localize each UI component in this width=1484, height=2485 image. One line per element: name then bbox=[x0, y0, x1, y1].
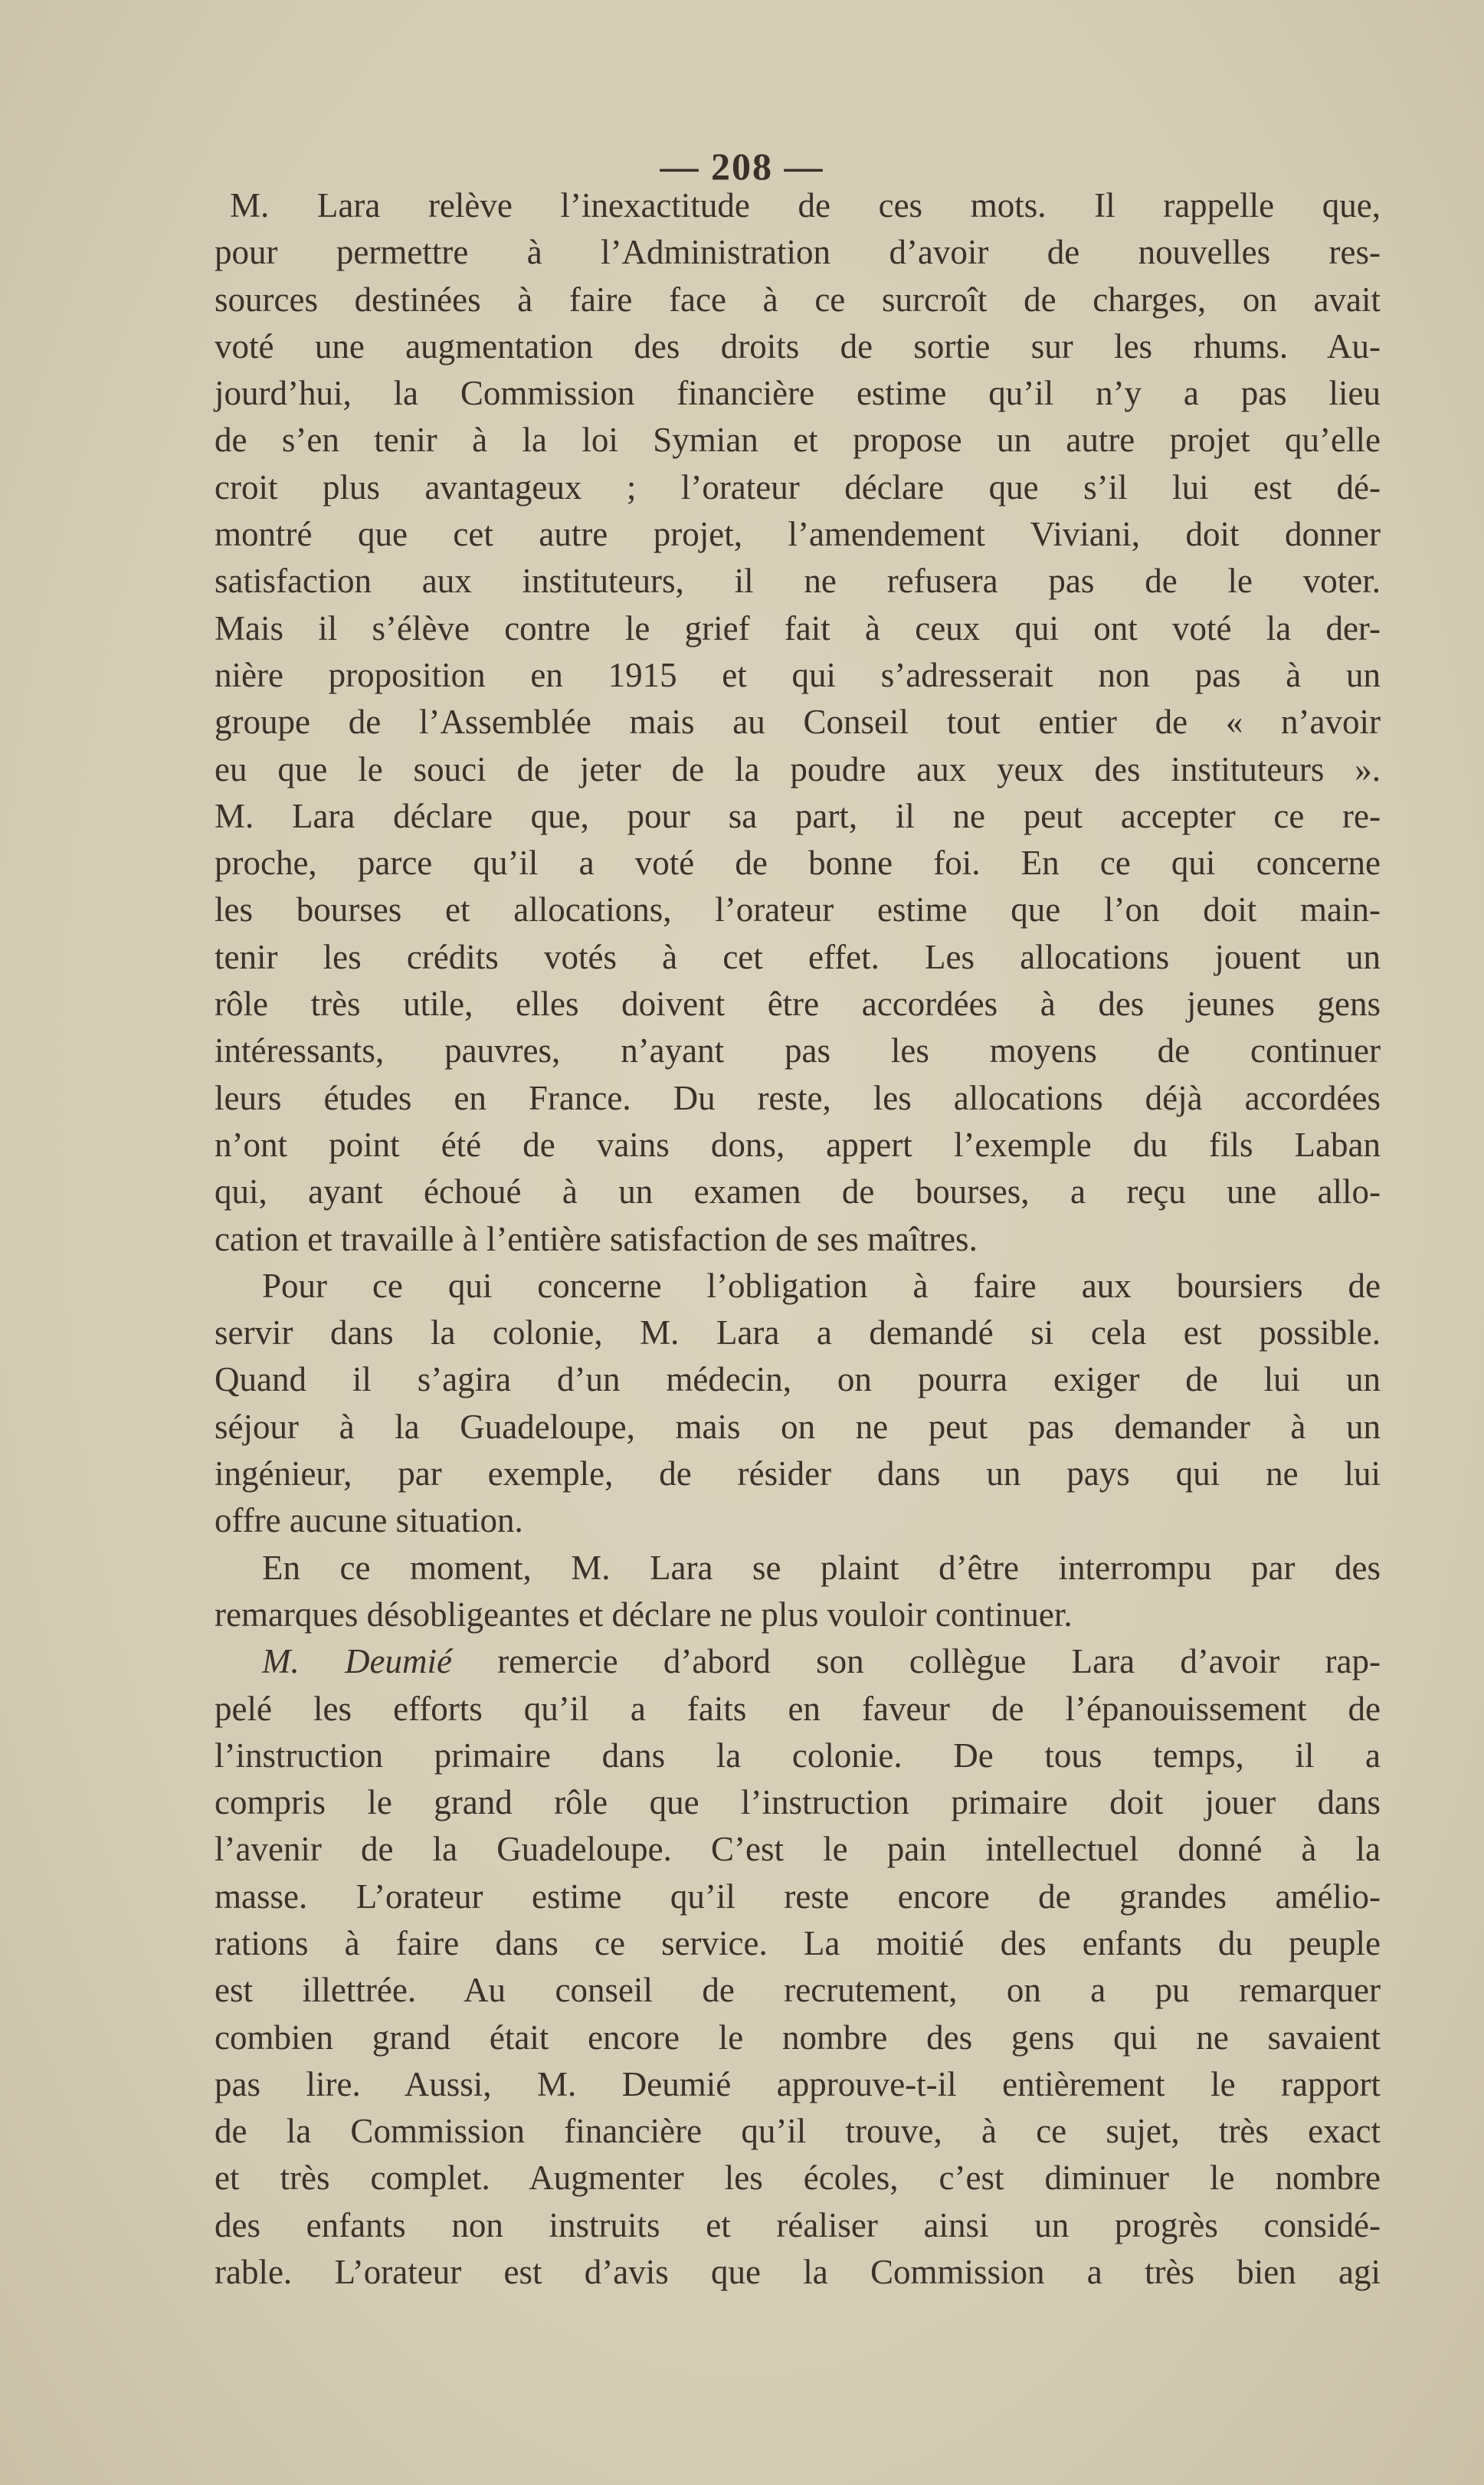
text-line: rations à faire dans ce service. La moitié des enfants du peuple bbox=[215, 1923, 1381, 1962]
text-line: l’instruction primaire dans la colonie. De tous temps, il a bbox=[215, 1736, 1381, 1775]
text-line: et très complet. Augmenter les écoles, c’est diminuer le nombre bbox=[215, 2159, 1381, 2198]
text-line: M. Lara relève l’inexactitude de ces mots. Il rappelle que, bbox=[230, 186, 1381, 225]
text-line: Pour ce qui concerne l’obligation à faire aux boursiers de bbox=[262, 1266, 1381, 1305]
text-line: cation et travaille à l’entière satisfaction de ses maîtres. bbox=[215, 1219, 978, 1258]
text-line: combien grand était encore le nombre des gens qui ne savaient bbox=[215, 2018, 1381, 2057]
text-line: l’avenir de la Guadeloupe. C’est le pain intellectuel donné à la bbox=[215, 1830, 1381, 1869]
text-line: pelé les efforts qu’il a faits en faveur de l’épanouissement de bbox=[215, 1689, 1381, 1728]
text-line: intéressants, pauvres, n’ayant pas les moyens de continuer bbox=[215, 1031, 1381, 1070]
text-line: eu que le souci de jeter de la poudre aux yeux des instituteurs ». bbox=[215, 749, 1381, 788]
text-line: servir dans la colonie, M. Lara a demandé si cela est possible. bbox=[215, 1313, 1381, 1352]
text-line: sources destinées à faire face à ce surcroît de charges, on avait bbox=[215, 280, 1381, 319]
text-line: est illettrée. Au conseil de recrutement, on a pu remarquer bbox=[215, 1971, 1381, 2010]
text-line: pour permettre à l’Administration d’avoir de nouvelles res- bbox=[215, 233, 1381, 272]
text-line: satisfaction aux instituteurs, il ne refusera pas de le voter. bbox=[215, 562, 1381, 601]
text-line: de s’en tenir à la loi Symian et propose un autre projet qu’elle bbox=[215, 421, 1381, 460]
speaker-name: M. Deumié bbox=[262, 1642, 452, 1681]
text-line: Quand il s’agira d’un médecin, on pourra exiger de lui un bbox=[215, 1360, 1381, 1399]
text-line: des enfants non instruits et réaliser ainsi un progrès considé- bbox=[215, 2205, 1381, 2244]
text-line: rôle très utile, elles doivent être accordées à des jeunes gens bbox=[215, 985, 1381, 1024]
text-line: leurs études en France. Du reste, les allocations déjà accordées bbox=[215, 1078, 1381, 1117]
paragraph bbox=[215, 182, 1381, 1263]
text-line: masse. L’orateur estime qu’il reste encore de grandes amélio- bbox=[215, 1877, 1381, 1916]
text-line: M. Lara déclare que, pour sa part, il ne peut accepter ce re- bbox=[215, 796, 1381, 835]
text-line: voté une augmentation des droits de sortie sur les rhums. Au- bbox=[215, 326, 1381, 366]
text-line: ingénieur, par exemple, de résider dans un pays qui ne lui bbox=[215, 1454, 1381, 1493]
text-line: remarques désobligeantes et déclare ne plus vouloir continuer. bbox=[215, 1595, 1073, 1634]
text-line: offre aucune situation. bbox=[215, 1501, 523, 1540]
text-line: En ce moment, M. Lara se plaint d’être interrompu par des bbox=[262, 1548, 1381, 1587]
line-text: remercie d’abord son collègue Lara d’avoir rap- bbox=[451, 1642, 1381, 1681]
text-line bbox=[215, 1638, 1381, 1685]
text-line: jourd’hui, la Commission financière estime qu’il n’y a pas lieu bbox=[215, 374, 1381, 413]
text-line: croit plus avantageux ; l’orateur déclare que s’il lui est dé- bbox=[215, 467, 1381, 507]
text-line: les bourses et allocations, l’orateur estime que l’on doit main- bbox=[215, 890, 1381, 929]
text-line: Mais il s’élève contre le grief fait à ceux qui ont voté la der- bbox=[215, 608, 1381, 647]
text-line: pas lire. Aussi, M. Deumié approuve-t-il entièrement le rapport bbox=[215, 2064, 1381, 2103]
text-line: de la Commission financière qu’il trouve, à ce sujet, très exact bbox=[215, 2112, 1381, 2151]
text-line: rable. L’orateur est d’avis que la Commission a très bien agi bbox=[215, 2253, 1381, 2292]
text-line: qui, ayant échoué à un examen de bourses, a reçu une allo- bbox=[215, 1172, 1381, 1211]
text-line: groupe de l’Assemblée mais au Conseil tout entier de « n’avoir bbox=[215, 703, 1381, 742]
text-line: montré que cet autre projet, l’amendement Viviani, doit donner bbox=[215, 515, 1381, 554]
paragraph bbox=[215, 1638, 1381, 2296]
text-line: tenir les crédits votés à cet effet. Les allocations jouent un bbox=[215, 937, 1381, 976]
paragraph bbox=[215, 1263, 1381, 1545]
body-text bbox=[215, 182, 1381, 2296]
paragraph bbox=[215, 1545, 1381, 1639]
text-line: séjour à la Guadeloupe, mais on ne peut pas demander à un bbox=[215, 1407, 1381, 1446]
text-line: n’ont point été de vains dons, appert l’exemple du fils Laban bbox=[215, 1125, 1381, 1164]
text-line: nière proposition en 1915 et qui s’adresserait non pas à un bbox=[215, 655, 1381, 694]
text-line: proche, parce qu’il a voté de bonne foi. En ce qui concerne bbox=[215, 844, 1381, 883]
page-number: — 208 — bbox=[660, 145, 824, 188]
text-line: compris le grand rôle que l’instruction primaire doit jouer dans bbox=[215, 1783, 1381, 1822]
